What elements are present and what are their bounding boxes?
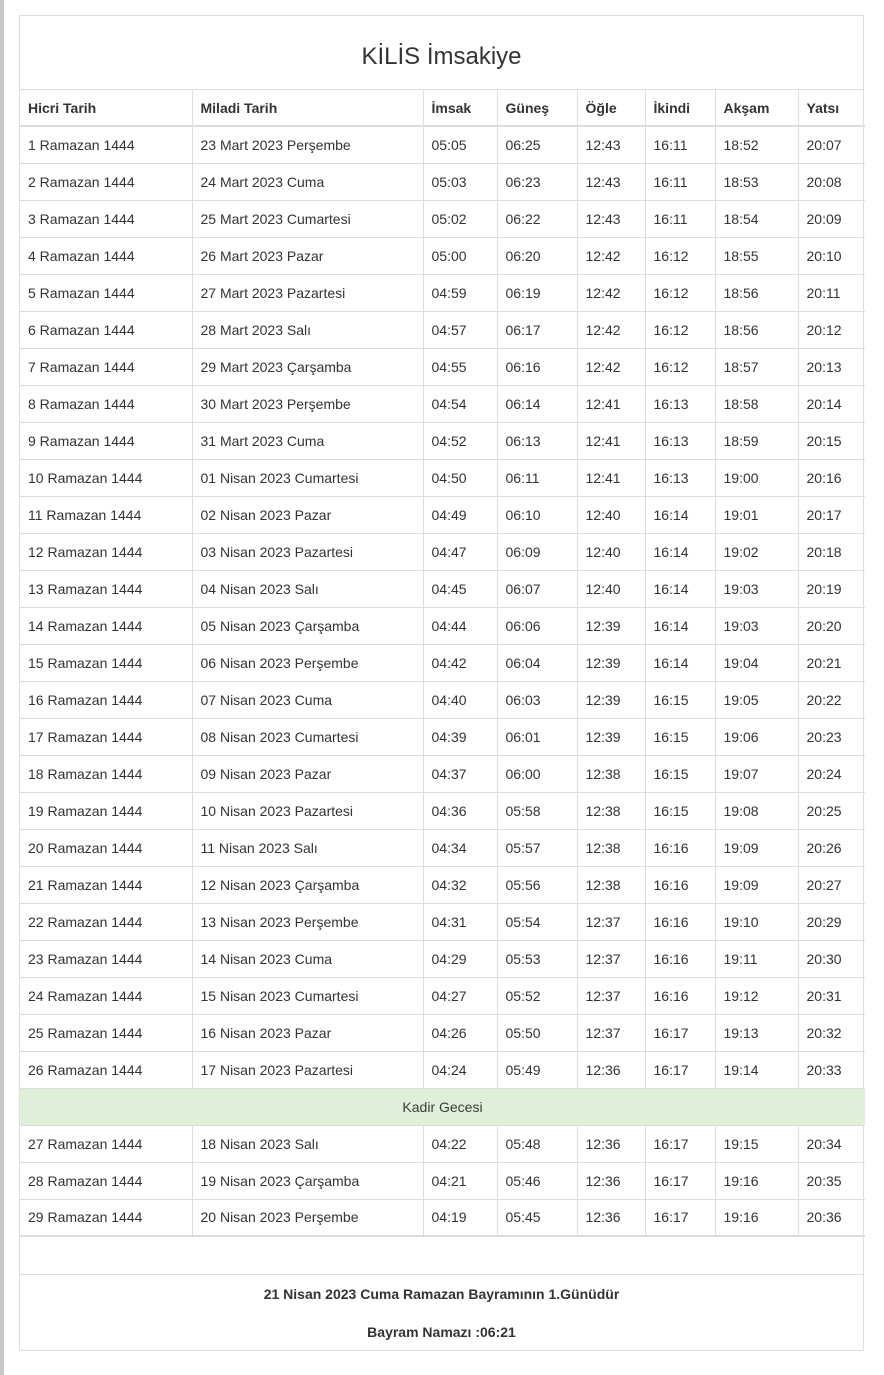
table-row (20, 940, 865, 977)
table-cell: 06:22 (497, 200, 577, 237)
table-cell: 19:01 (715, 496, 798, 533)
table-cell: 12:42 (577, 348, 645, 385)
header-gunes: Güneş (497, 90, 577, 126)
table-cell: 24 Ramazan 1444 (20, 977, 192, 1014)
table-cell: 16:16 (645, 903, 715, 940)
table-cell: 18:53 (715, 163, 798, 200)
table-row (20, 866, 865, 903)
table-cell: 12:38 (577, 866, 645, 903)
table-cell: 20:32 (798, 1014, 865, 1051)
table-cell: 05:46 (497, 1162, 577, 1199)
table-cell: 14 Ramazan 1444 (20, 607, 192, 644)
table-cell: 12:39 (577, 718, 645, 755)
table-cell: 06:25 (497, 126, 577, 163)
table-cell: 9 Ramazan 1444 (20, 422, 192, 459)
table-cell: 12:42 (577, 311, 645, 348)
table-cell: 04:57 (423, 311, 497, 348)
table-row (20, 200, 865, 237)
table-cell: 04:40 (423, 681, 497, 718)
table-cell: 20:27 (798, 866, 865, 903)
table-cell: 15 Ramazan 1444 (20, 644, 192, 681)
table-cell: 04:22 (423, 1125, 497, 1162)
table-cell: 15 Nisan 2023 Cumartesi (192, 977, 423, 1014)
header-ogle: Öğle (577, 90, 645, 126)
table-cell: 04:27 (423, 977, 497, 1014)
table-cell: 16:13 (645, 422, 715, 459)
table-cell: 11 Nisan 2023 Salı (192, 829, 423, 866)
table-row (20, 311, 865, 348)
table-cell: 2 Ramazan 1444 (20, 163, 192, 200)
table-cell: 19:10 (715, 903, 798, 940)
table-cell: 12:36 (577, 1199, 645, 1236)
table-cell: 28 Mart 2023 Salı (192, 311, 423, 348)
table-cell: 16:15 (645, 718, 715, 755)
table-cell: 16:17 (645, 1199, 715, 1236)
table-cell: 06:13 (497, 422, 577, 459)
table-cell: 20:07 (806, 136, 842, 153)
table-cell: 12:38 (577, 792, 645, 829)
table-cell: 19:03 (715, 607, 798, 644)
table-cell: 04:29 (423, 940, 497, 977)
table-cell: 16:11 (645, 163, 715, 200)
table-row (20, 1051, 865, 1088)
table-cell: 20:23 (798, 718, 865, 755)
table-cell: 18:54 (715, 200, 798, 237)
table-row (20, 755, 865, 792)
imsakiye-panel (19, 15, 864, 1351)
table-cell: 18:58 (715, 385, 798, 422)
table-row (20, 977, 865, 1014)
table-cell: 20:21 (798, 644, 865, 681)
table-cell: 7 Ramazan 1444 (20, 348, 192, 385)
table-row (20, 644, 865, 681)
table-cell: 19:16 (715, 1199, 798, 1236)
table-cell: 19:05 (715, 681, 798, 718)
table-cell: 20:33 (798, 1051, 865, 1088)
table-cell: 1 Ramazan 1444 (20, 126, 192, 163)
table-cell: 20:20 (798, 607, 865, 644)
table-row (20, 1162, 865, 1199)
table-cell: 16:11 (645, 126, 715, 163)
table-cell: 04:24 (423, 1051, 497, 1088)
table-cell: 19:11 (715, 940, 798, 977)
table-cell: 05:58 (497, 792, 577, 829)
table-cell: 12:43 (577, 126, 645, 163)
table-cell: 12:41 (577, 422, 645, 459)
table-cell: 04 Nisan 2023 Salı (192, 570, 423, 607)
table-cell: 12:39 (577, 644, 645, 681)
table-cell: 06:06 (497, 607, 577, 644)
table-cell: 05:05 (423, 126, 497, 163)
table-cell: 04:50 (423, 459, 497, 496)
bayram-namazi-text: Bayram Namazı :06:21 (367, 1324, 516, 1340)
table-row (20, 1014, 865, 1051)
table-cell: 19 Nisan 2023 Çarşamba (192, 1162, 423, 1199)
table-cell: 12 Ramazan 1444 (20, 533, 192, 570)
table-cell: 16:15 (645, 755, 715, 792)
table-cell: 05:03 (423, 163, 497, 200)
table-cell: 04:34 (423, 829, 497, 866)
table-cell: 16:11 (645, 200, 715, 237)
table-row (20, 348, 865, 385)
table-cell: 16:14 (645, 644, 715, 681)
table-cell: 16:14 (645, 496, 715, 533)
table-cell: 16:17 (645, 1125, 715, 1162)
table-row (20, 163, 865, 200)
table-row (20, 496, 865, 533)
table-cell: 19:15 (715, 1125, 798, 1162)
table-cell: 02 Nisan 2023 Pazar (192, 496, 423, 533)
table-cell: 16:16 (645, 829, 715, 866)
table-cell: 20:26 (798, 829, 865, 866)
table-cell: 01 Nisan 2023 Cumartesi (192, 459, 423, 496)
table-cell: 06:14 (497, 385, 577, 422)
table-cell: 08 Nisan 2023 Cumartesi (192, 718, 423, 755)
table-cell: 16 Nisan 2023 Pazar (192, 1014, 423, 1051)
table-row (20, 1199, 865, 1236)
table-cell: 18 Ramazan 1444 (20, 755, 192, 792)
table-cell: 05 Nisan 2023 Çarşamba (192, 607, 423, 644)
table-cell: 20:08 (798, 163, 865, 200)
table-cell: 18:56 (715, 274, 798, 311)
table-cell: 19:13 (715, 1014, 798, 1051)
table-cell: 12:36 (577, 1051, 645, 1088)
table-cell: 12:36 (577, 1125, 645, 1162)
table-cell: 12:37 (577, 1014, 645, 1051)
table-cell: 04:59 (423, 274, 497, 311)
table-cell: 05:00 (423, 237, 497, 274)
table-cell: 14 Nisan 2023 Cuma (192, 940, 423, 977)
table-cell: 4 Ramazan 1444 (20, 237, 192, 274)
table-row (20, 385, 865, 422)
table-cell: 06:19 (497, 274, 577, 311)
table-cell: 20 Ramazan 1444 (20, 829, 192, 866)
header-ikindi: İkindi (645, 90, 715, 126)
table-cell: 23 Ramazan 1444 (20, 940, 192, 977)
table-cell: 12:37 (577, 940, 645, 977)
table-body (20, 126, 865, 1236)
bayram-date-text: 21 Nisan 2023 Cuma Ramazan Bayramının 1.Günüdür (263, 1286, 620, 1302)
table-cell: 16:15 (645, 681, 715, 718)
table-cell: 19:16 (715, 1162, 798, 1199)
table-cell: 12:38 (577, 755, 645, 792)
table-cell: 10 Ramazan 1444 (20, 459, 192, 496)
table-cell: 19:12 (715, 977, 798, 1014)
table-cell: 05:52 (497, 977, 577, 1014)
table-row (20, 681, 865, 718)
kadir-gecesi-row (20, 1088, 865, 1125)
table-cell: 12:36 (577, 1162, 645, 1199)
table-cell: 05:49 (497, 1051, 577, 1088)
table-cell: 20:14 (798, 385, 865, 422)
table-cell: 04:44 (423, 607, 497, 644)
table-cell: 12:38 (577, 829, 645, 866)
table-cell: 20:10 (798, 237, 865, 274)
table-cell: 16:14 (645, 607, 715, 644)
table-cell: 12:40 (577, 496, 645, 533)
table-row (20, 903, 865, 940)
table-row (20, 1125, 865, 1162)
header-miladi-tarih: Miladi Tarih (192, 90, 423, 126)
table-cell: 18 Nisan 2023 Salı (192, 1125, 423, 1162)
table-cell: 16:16 (645, 866, 715, 903)
table-cell: 5 Ramazan 1444 (20, 274, 192, 311)
table-cell: 12:39 (577, 681, 645, 718)
table-cell: 19:07 (715, 755, 798, 792)
table-cell: 09 Nisan 2023 Pazar (192, 755, 423, 792)
table-cell: 04:19 (423, 1199, 497, 1236)
table-cell: 20:17 (798, 496, 865, 533)
table-cell: 12:42 (577, 274, 645, 311)
table-cell: 19:06 (715, 718, 798, 755)
table-cell: 10 Nisan 2023 Pazartesi (192, 792, 423, 829)
table-cell: 20:35 (798, 1162, 865, 1199)
table-cell: 05:02 (423, 200, 497, 237)
table-cell: 05:48 (497, 1125, 577, 1162)
table-cell: 19:03 (715, 570, 798, 607)
table-cell: 12:37 (577, 903, 645, 940)
table-cell: 04:32 (423, 866, 497, 903)
table-cell: 20:16 (798, 459, 865, 496)
table-cell: 04:47 (423, 533, 497, 570)
table-cell: 18:59 (715, 422, 798, 459)
table-cell: 16:17 (645, 1014, 715, 1051)
table-cell: 05:53 (497, 940, 577, 977)
table-row (20, 792, 865, 829)
table-cell: 04:37 (423, 755, 497, 792)
table-cell: 16:16 (645, 977, 715, 1014)
table-cell: 20:22 (798, 681, 865, 718)
table-cell: 06:04 (497, 644, 577, 681)
table-cell: 20:18 (798, 533, 865, 570)
table-cell: 19:09 (715, 866, 798, 903)
table-cell: 16:13 (645, 385, 715, 422)
table-cell: 20:13 (798, 348, 865, 385)
table-cell: 16 Ramazan 1444 (20, 681, 192, 718)
table-cell: 19:04 (715, 644, 798, 681)
table-header-row (20, 90, 865, 126)
table-cell: 11 Ramazan 1444 (20, 496, 192, 533)
table-cell: 04:36 (423, 792, 497, 829)
table-row (20, 570, 865, 607)
table-cell: 17 Ramazan 1444 (20, 718, 192, 755)
header-yatsi: Yatsı (798, 90, 865, 126)
table-cell: 04:42 (423, 644, 497, 681)
table-cell: 12:37 (577, 977, 645, 1014)
table-cell: 19:09 (715, 829, 798, 866)
header-aksam: Akşam (715, 90, 798, 126)
table-cell: 12:39 (577, 607, 645, 644)
table-cell: 07 Nisan 2023 Cuma (192, 681, 423, 718)
table-cell: 16:14 (645, 570, 715, 607)
table-cell: 12:42 (577, 237, 645, 274)
table-cell: 22 Ramazan 1444 (20, 903, 192, 940)
table-cell: 12:41 (577, 385, 645, 422)
table-cell: 25 Ramazan 1444 (20, 1014, 192, 1051)
table-cell: 03 Nisan 2023 Pazartesi (192, 533, 423, 570)
table-cell: 20:15 (798, 422, 865, 459)
table-cell: 06:01 (497, 718, 577, 755)
page-title: KİLİS İmsakiye (20, 16, 863, 90)
table-cell: 16:13 (645, 459, 715, 496)
table-cell: 16:16 (645, 940, 715, 977)
table-cell: 05:57 (497, 829, 577, 866)
table-cell: 06:09 (497, 533, 577, 570)
table-cell: 06:23 (497, 163, 577, 200)
table-cell: 20:34 (798, 1125, 865, 1162)
table-cell: 12:40 (577, 533, 645, 570)
table-cell: 04:49 (423, 496, 497, 533)
table-cell: 25 Mart 2023 Cumartesi (192, 200, 423, 237)
table-cell: 04:31 (423, 903, 497, 940)
table-cell: 06:20 (497, 237, 577, 274)
table-cell: 16:12 (645, 274, 715, 311)
table-cell: 6 Ramazan 1444 (20, 311, 192, 348)
table-cell: 06:03 (497, 681, 577, 718)
table-cell: 20:25 (798, 792, 865, 829)
table-cell: 19:08 (715, 792, 798, 829)
table-cell: 19 Ramazan 1444 (20, 792, 192, 829)
table-cell: 18:57 (715, 348, 798, 385)
table-row (20, 607, 865, 644)
table-cell: 31 Mart 2023 Cuma (192, 422, 423, 459)
table-cell: 27 Ramazan 1444 (20, 1125, 192, 1162)
table-cell: 16:17 (645, 1162, 715, 1199)
table-cell: 23 Mart 2023 Perşembe (192, 126, 423, 163)
table-cell: 05:56 (497, 866, 577, 903)
table-cell: 04:52 (423, 422, 497, 459)
table-cell: 29 Ramazan 1444 (20, 1199, 192, 1236)
table-cell: 06:17 (497, 311, 577, 348)
table-cell: 04:55 (423, 348, 497, 385)
table-cell: 04:54 (423, 385, 497, 422)
table-cell: 16:12 (645, 348, 715, 385)
table-cell: 29 Mart 2023 Çarşamba (192, 348, 423, 385)
table-cell: 26 Mart 2023 Pazar (192, 237, 423, 274)
table-cell: 26 Ramazan 1444 (20, 1051, 192, 1088)
table-row (20, 126, 865, 163)
table-row (20, 237, 865, 274)
table-cell: 06 Nisan 2023 Perşembe (192, 644, 423, 681)
table-cell: 20:19 (798, 570, 865, 607)
table-cell: 3 Ramazan 1444 (20, 200, 192, 237)
table-cell: 13 Ramazan 1444 (20, 570, 192, 607)
table-cell: 06:10 (497, 496, 577, 533)
window-edge (0, 0, 4, 1375)
table-row (20, 533, 865, 570)
table-cell: 20:12 (798, 311, 865, 348)
table-row (20, 422, 865, 459)
table-cell: 12:43 (577, 200, 645, 237)
table-cell: 19:00 (715, 459, 798, 496)
table-cell: 12:40 (577, 570, 645, 607)
table-cell: 06:11 (497, 459, 577, 496)
table-cell: 12 Nisan 2023 Çarşamba (192, 866, 423, 903)
table-cell: 28 Ramazan 1444 (20, 1162, 192, 1199)
table-cell: 18:55 (715, 237, 798, 274)
table-cell: 13 Nisan 2023 Perşembe (192, 903, 423, 940)
table-cell: 04:39 (423, 718, 497, 755)
imsakiye-table (20, 90, 865, 1237)
table-cell: 16:12 (645, 237, 715, 274)
header-imsak: İmsak (423, 90, 497, 126)
table-cell: 18:52 (715, 126, 798, 163)
table-row (20, 274, 865, 311)
table-cell: 04:45 (423, 570, 497, 607)
table-cell: 18:56 (715, 311, 798, 348)
table-cell: 20:24 (798, 755, 865, 792)
table-cell: 16:12 (645, 311, 715, 348)
table-cell: 20:31 (798, 977, 865, 1014)
table-row (20, 459, 865, 496)
table-cell: 19:14 (715, 1051, 798, 1088)
table-cell: 06:16 (497, 348, 577, 385)
table-cell: 05:45 (497, 1199, 577, 1236)
table-cell: 16:15 (645, 792, 715, 829)
table-cell: 20:30 (798, 940, 865, 977)
table-cell: 27 Mart 2023 Pazartesi (192, 274, 423, 311)
table-cell: 20 Nisan 2023 Perşembe (192, 1199, 423, 1236)
table-cell: 04:26 (423, 1014, 497, 1051)
table-cell: 12:43 (577, 163, 645, 200)
table-cell: 20:11 (798, 274, 865, 311)
table-cell: 30 Mart 2023 Perşembe (192, 385, 423, 422)
table-cell: 05:54 (497, 903, 577, 940)
table-cell: 17 Nisan 2023 Pazartesi (192, 1051, 423, 1088)
table-cell: 06:00 (497, 755, 577, 792)
table-cell: 20:09 (798, 200, 865, 237)
table-cell: 05:50 (497, 1014, 577, 1051)
table-cell: 20:36 (798, 1199, 865, 1236)
table-cell: 8 Ramazan 1444 (20, 385, 192, 422)
table-cell: 21 Ramazan 1444 (20, 866, 192, 903)
table-cell: 20:29 (798, 903, 865, 940)
table-cell: 12:41 (577, 459, 645, 496)
footer (20, 1275, 863, 1351)
kadir-gecesi-label: Kadir Gecesi (20, 1088, 865, 1125)
table-cell: 04:21 (423, 1162, 497, 1199)
table-cell: 06:07 (497, 570, 577, 607)
table-cell: 16:17 (645, 1051, 715, 1088)
spacer-row (20, 1237, 863, 1275)
table-row (20, 829, 865, 866)
table-cell: 24 Mart 2023 Cuma (192, 163, 423, 200)
header-hicri-tarih: Hicri Tarih (20, 90, 192, 126)
table-row (20, 718, 865, 755)
table-cell: 16:14 (645, 533, 715, 570)
table-cell: 19:02 (715, 533, 798, 570)
